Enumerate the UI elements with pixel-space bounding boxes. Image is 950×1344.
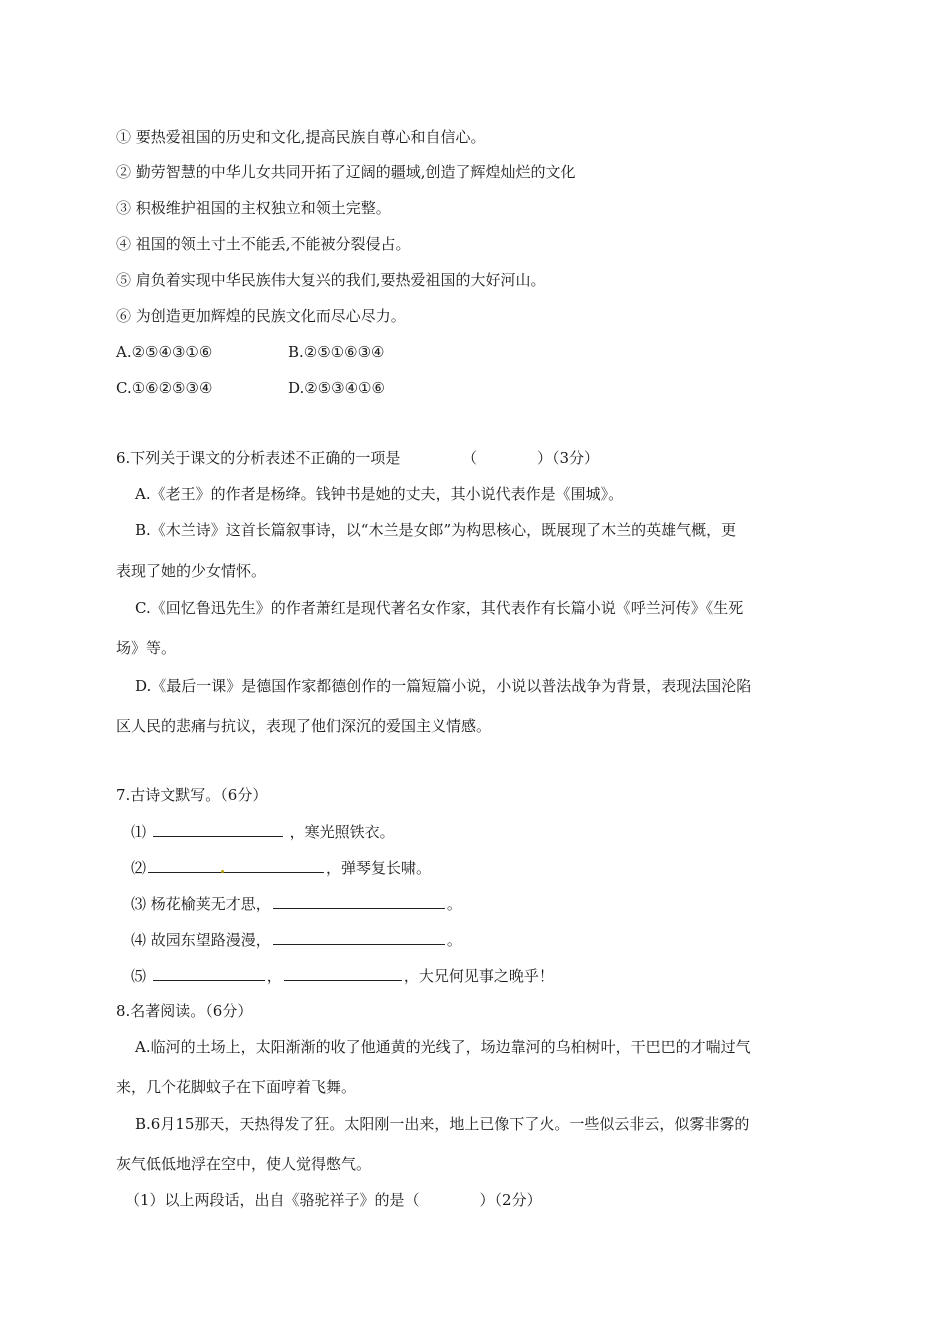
q6-option-d-line2: 区人民的悲痛与抗议，表现了他们深沉的爱国主义情感。 (116, 717, 492, 735)
q5-option-c: C.①⑥②⑤③④ (116, 379, 213, 397)
q7-item-5-number: ⑸ (131, 967, 147, 985)
statement-4: ④ 祖国的领土寸土不能丢,不能被分裂侵占。 (116, 235, 411, 253)
q7-item-5 (131, 965, 554, 986)
q7-item-3 (131, 893, 462, 914)
q6-option-b-line1: B.《木兰诗》这首长篇叙事诗，以“木兰是女郎”为构思核心，既展现了木兰的英雄气概，更 (135, 521, 737, 539)
q7-item-2-number: ⑵ (131, 859, 147, 877)
answer-blank[interactable] (284, 965, 402, 981)
answer-blank[interactable] (153, 965, 265, 981)
q5-option-d: D.②⑤③④①⑥ (288, 379, 385, 397)
q8-passage-a-line1: A.临河的土场上，太阳渐渐的收了他通黄的光线了，场边靠河的乌桕树叶，干巴巴的才喘过气 (135, 1038, 751, 1056)
q6-option-b-line2: 表现了她的少女情怀。 (116, 562, 267, 580)
q6-option-c-line2: 场》等。 (116, 639, 177, 657)
q7-item-5-mid: ， (266, 967, 282, 985)
q6-option-c-line1: C.《回忆鲁迅先生》的作者萧红是现代著名女作家，其代表作有长篇小说《呼兰河传》《生死 (135, 599, 744, 617)
q5-option-b: B.②⑤①⑥③④ (288, 343, 385, 361)
q7-item-1-number: ⑴ (131, 823, 147, 841)
statement-2: ② 勤劳智慧的中华儿女共同开拓了辽阔的疆域,创造了辉煌灿烂的文化 (116, 163, 576, 181)
q8-subquestion-1: （1）以上两段话，出自《骆驼祥子》的是（ ）（2分） (125, 1191, 542, 1209)
statement-1: ① 要热爱祖国的历史和文化,提高民族自尊心和自信心。 (116, 128, 486, 146)
q6-option-d-line1: D.《最后一课》是德国作家都德创作的一篇短篇小说，小说以普法战争为背景，表现法国沦陷 (135, 677, 752, 695)
q7-item-3-end: 。 (446, 895, 462, 913)
answer-blank[interactable] (273, 893, 445, 909)
answer-blank[interactable] (148, 857, 324, 873)
q6-stem: 6.下列关于课文的分析表述不正确的一项是 (116, 449, 401, 467)
q8-passage-a-line2: 来，几个花脚蚊子在下面哼着飞舞。 (116, 1078, 357, 1096)
q7-item-2-text: ，弹琴复长啸。 (326, 859, 432, 877)
q7-item-3-number: ⑶ (131, 895, 147, 913)
q7-item-4-text: 故园东望路漫漫， (150, 931, 271, 949)
statement-3: ③ 积极维护祖国的主权独立和领土完整。 (116, 199, 391, 217)
q5-option-a: A.②⑤④③①⑥ (116, 343, 213, 361)
answer-blank[interactable] (153, 821, 283, 837)
q7-item-1-text: ，寒光照铁衣。 (289, 823, 395, 841)
q8-passage-b-line1: B.6月15那天，天热得发了狂。太阳刚一出来，地上已像下了火。一些似云非云，似雾非雾的 (135, 1115, 750, 1133)
q7-item-4-number: ⑷ (131, 931, 147, 949)
answer-blank[interactable] (273, 929, 445, 945)
statement-5: ⑤ 肩负着实现中华民族伟大复兴的我们,要热爱祖国的大好河山。 (116, 271, 546, 289)
statement-6: ⑥ 为创造更加辉煌的民族文化而尽心尽力。 (116, 307, 406, 325)
q8-passage-b-line2: 灰气低低地浮在空中，使人觉得憋气。 (116, 1155, 372, 1173)
q7-item-2 (131, 857, 431, 878)
q7-item-3-text: 杨花榆荚无才思， (150, 895, 271, 913)
q7-stem: 7.古诗文默写。（6分） (116, 786, 268, 804)
q7-item-1 (131, 821, 395, 842)
q6-option-a: A.《老王》的作者是杨绛。钱钟书是她的丈夫，其小说代表作是《围城》。 (135, 485, 624, 503)
q6-answer-paren: （ ）（3分） (462, 449, 600, 467)
q7-item-5-end: ，大兄何见事之晚乎！ (403, 967, 554, 985)
q7-item-4-end: 。 (446, 931, 462, 949)
q8-stem: 8.名著阅读。（6分） (116, 1002, 253, 1020)
q7-item-4 (131, 929, 462, 950)
ink-speck (221, 870, 224, 873)
